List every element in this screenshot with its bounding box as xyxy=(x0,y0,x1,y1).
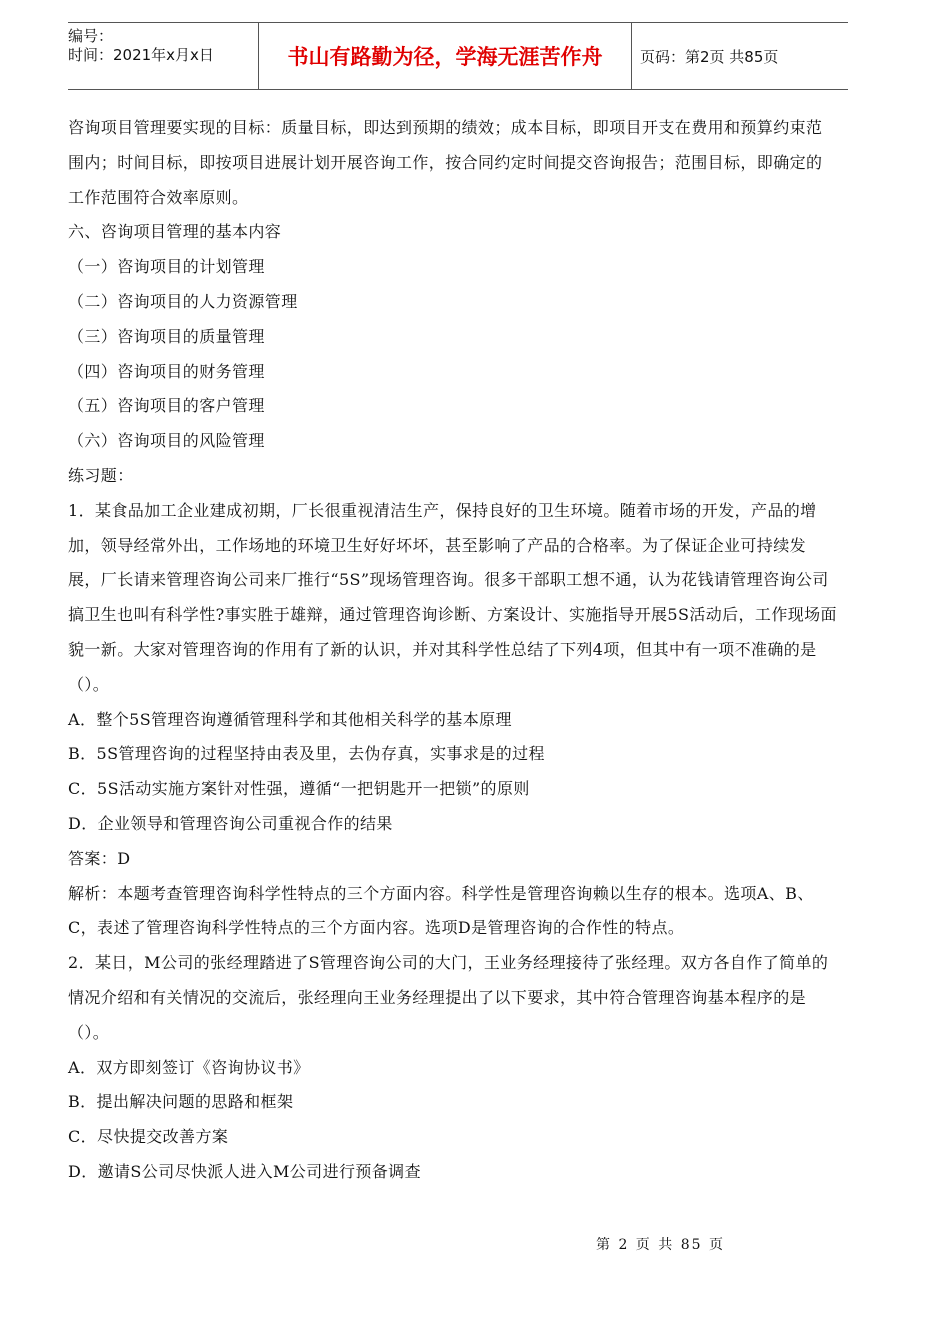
list-item: （四）咨询项目的财务管理 xyxy=(68,361,265,381)
document-body xyxy=(68,111,838,1190)
time-label: 时间：2021年x月x日 xyxy=(68,46,214,64)
list-item: （一）咨询项目的计划管理 xyxy=(68,257,265,277)
option-c: C．5S活动实施方案针对性强，遵循“一把钥匙开一把锁”的原则 xyxy=(68,779,530,799)
list-item: （五）咨询项目的客户管理 xyxy=(68,396,265,416)
option-d: D．邀请S公司尽快派人进入M公司进行预备调查 xyxy=(68,1161,421,1181)
list-item: （三）咨询项目的质量管理 xyxy=(68,326,265,346)
page-footer: 第 2 页 共 85 页 xyxy=(596,1237,725,1253)
list-item: （二）咨询项目的人力资源管理 xyxy=(68,291,298,311)
exercise-heading: 练习题： xyxy=(68,465,134,485)
header-motto: 书山有路勤为径，学海无涯苦作舟 xyxy=(258,23,632,89)
option-b: B．提出解决问题的思路和框架 xyxy=(68,1092,294,1112)
list-item: （六）咨询项目的风险管理 xyxy=(68,431,265,451)
option-a: A．整个5S管理咨询遵循管理科学和其他相关科学的基本原理 xyxy=(68,709,512,729)
goal-paragraph: 咨询项目管理要实现的目标：质量目标，即达到预期的绩效；成本目标，即项目开支在费用和预算约束范围内；时间目标，即按项目进展计划开展咨询工作，按合同约定时间提交咨询报告；范围目标，即确定的工作范围符合效率原则。 xyxy=(68,118,823,207)
explanation: 解析：本题考查管理咨询科学性特点的三个方面内容。科学性是管理咨询赖以生存的根本。选项A、B、C，表述了管理咨询科学性特点的三个方面内容。选项D是管理咨询的合作性的特点。 xyxy=(68,883,814,938)
page-header xyxy=(68,22,848,90)
header-meta xyxy=(68,23,258,89)
serial-label: 编号： xyxy=(68,27,114,45)
option-d: D．企业领导和管理咨询公司重视合作的结果 xyxy=(68,813,393,833)
answer: 答案：D xyxy=(68,848,131,868)
option-b: B．5S管理咨询的过程坚持由表及里，去伪存真，实事求是的过程 xyxy=(68,744,545,764)
question-2: 2．某日，M公司的张经理踏进了S管理咨询公司的大门，王业务经理接待了张经理。双方各自作了简单的情况介绍和有关情况的交流后，张经理向王业务经理提出了以下要求，其中符合管理咨询基本程序的是（）。 xyxy=(68,953,829,1042)
section-heading: 六、咨询项目管理的基本内容 xyxy=(68,222,282,242)
question-1: 1．某食品加工企业建成初期，厂长很重视清洁生产，保持良好的卫生环境。随着市场的开发，产品的增加，领导经常外出，工作场地的环境卫生好好坏坏，甚至影响了产品的合格率。为了保证企业可持续发展，厂长请来管理咨询公司来厂推行“5S”现场管理咨询。很多干部职工想不通，认为花钱请管理咨询公司搞卫生也叫有科学性?事实胜于雄辩，通过管理咨询诊断、方案设计、实施指导开展5S活动后，工作现场面貌一新。大家对管理咨询的作用有了新的认识，并对其科学性总结了下列4项，但其中有一项不准确的是（）。 xyxy=(68,500,837,694)
header-page-info: 页码：第2页 共85页 xyxy=(640,47,779,66)
option-a: A．双方即刻签订《咨询协议书》 xyxy=(68,1057,310,1077)
option-c: C．尽快提交改善方案 xyxy=(68,1127,229,1147)
